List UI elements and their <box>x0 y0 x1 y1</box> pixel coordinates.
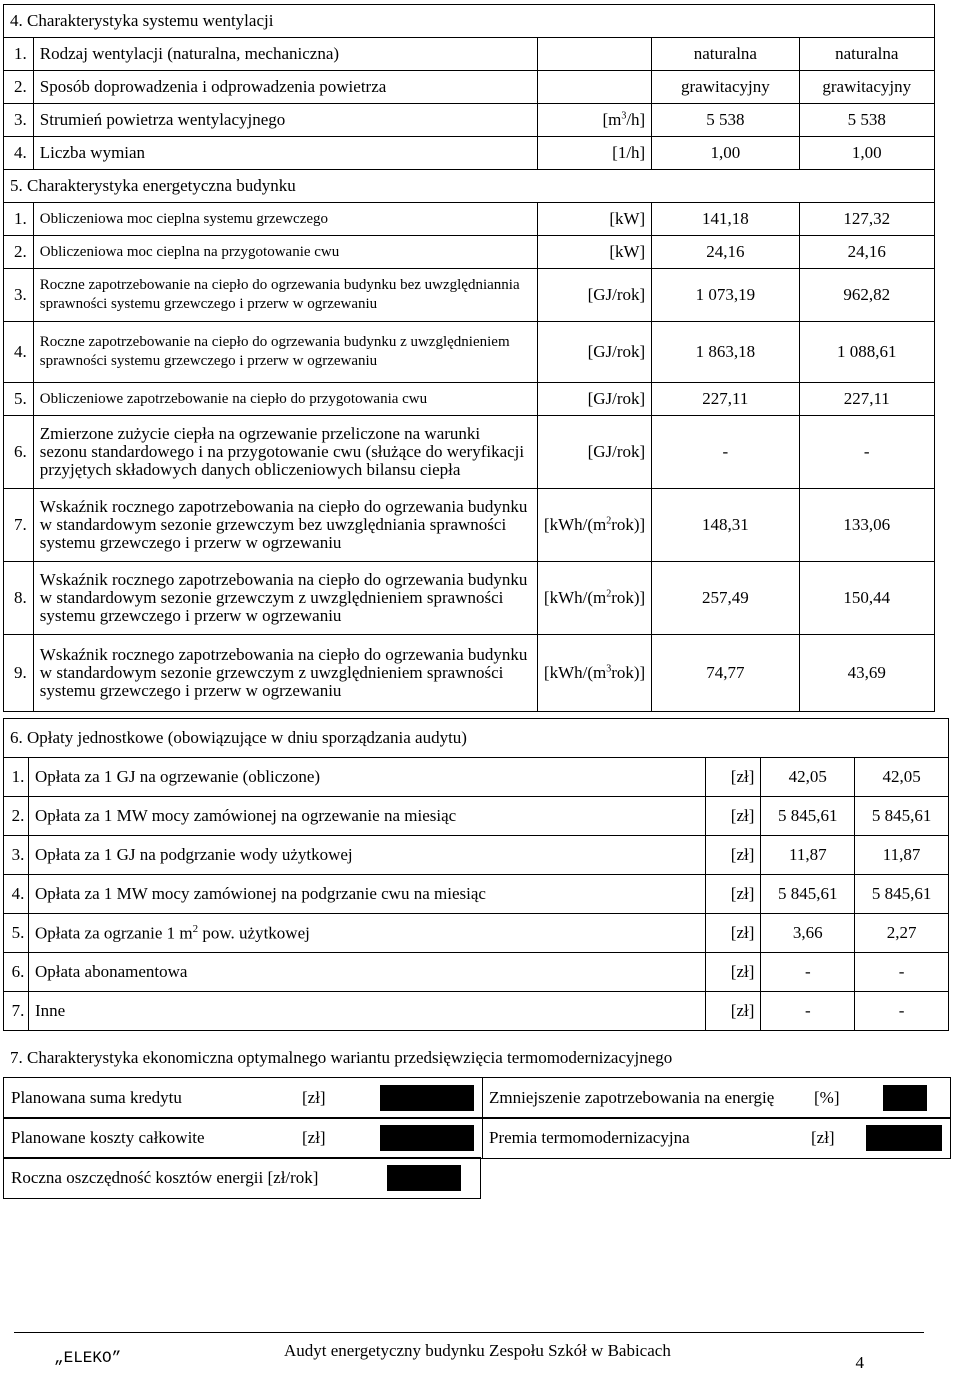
unit-text: rok)] <box>611 515 646 534</box>
thermo-bonus-unit: [zł] <box>811 1128 835 1147</box>
row-number: 6. <box>4 416 34 489</box>
table-row <box>4 137 935 170</box>
value-variant-2: 5 845,61 <box>855 875 949 914</box>
row-number: 4. <box>4 322 34 383</box>
row-unit: [zł] <box>705 992 761 1031</box>
planned-loan-label: Planowana suma kredytu <box>11 1088 182 1107</box>
value-variant-2: 2,27 <box>855 914 949 953</box>
value-variant-2: - <box>799 416 935 489</box>
value-variant-2: 5 538 <box>799 104 935 137</box>
row-number: 7. <box>4 489 34 562</box>
row-label: Sposób doprowadzenia i odprowadzenia powietrza <box>33 71 537 104</box>
table-row <box>4 322 935 383</box>
row-number: 1. <box>4 203 34 236</box>
row-unit <box>537 104 651 137</box>
section-7-title: 7. Charakterystyka ekonomiczna optymalnego wariantu przedsięwzięcia termomodernizacyjnego <box>10 1048 673 1067</box>
row-unit: [zł] <box>705 914 761 953</box>
planned-loan-unit: [zł] <box>302 1088 326 1107</box>
unit-text: [kWh/(m <box>543 663 607 682</box>
value-variant-1: 1 073,19 <box>652 269 799 322</box>
section-5-title: 5. Charakterystyka energetyczna budynku <box>4 170 935 203</box>
thermo-bonus-label: Premia termomodernizacyjna <box>489 1128 690 1147</box>
section-6-title: 6. Opłaty jednostkowe (obowiązujące w dniu sporządzania audytu) <box>4 719 949 758</box>
row-number: 1. <box>4 758 29 797</box>
row-number: 3. <box>4 836 29 875</box>
unit-text: [m <box>602 110 622 129</box>
row-unit: [GJ/rok] <box>537 322 651 383</box>
unit-text: /h] <box>626 110 646 129</box>
row-label <box>28 914 705 953</box>
value-variant-2: 150,44 <box>799 562 935 635</box>
value-variant-2: - <box>855 992 949 1031</box>
row-label: Opłata za 1 GJ na podgrzanie wody użytkowej <box>28 836 705 875</box>
row-label: Zmierzone zużycie ciepła na ogrzewanie przeliczone na warunki sezonu standardowego i na przygotowanie cwu (służące do weryfikacji przyjętych składowych danych obliczeniowych bilansu ciepła <box>33 416 537 489</box>
row-unit: [zł] <box>705 797 761 836</box>
unit-text: rok)] <box>611 663 646 682</box>
row-number: 7. <box>4 992 29 1031</box>
value-variant-1: - <box>652 416 799 489</box>
value-variant-1: 5 845,61 <box>761 875 855 914</box>
row-label: Obliczeniowa moc cieplna systemu grzewczego <box>33 203 537 236</box>
value-variant-1: 5 538 <box>652 104 799 137</box>
value-variant-2: - <box>855 953 949 992</box>
value-variant-1: 141,18 <box>652 203 799 236</box>
row-unit: [GJ/rok] <box>537 383 651 416</box>
value-variant-2: 227,11 <box>799 383 935 416</box>
row-unit <box>537 635 651 712</box>
row-number: 2. <box>4 797 29 836</box>
table-row <box>4 383 935 416</box>
value-variant-1: 1,00 <box>652 137 799 170</box>
table-row <box>4 416 935 489</box>
table-row <box>4 875 949 914</box>
row-number: 3. <box>4 104 34 137</box>
row-number: 4. <box>4 875 29 914</box>
table-row <box>4 635 935 712</box>
row-label: Roczne zapotrzebowanie na ciepło do ogrzewania budynku bez uwzględniannia sprawności systemu grzewczego i przerw w ogrzewaniu <box>33 269 537 322</box>
table-row <box>4 104 935 137</box>
row-label: Opłata za 1 MW mocy zamówionej na podgrzanie cwu na miesiąc <box>28 875 705 914</box>
table-row <box>4 953 949 992</box>
unit-exponent: 2 <box>606 588 612 600</box>
row-label: Strumień powietrza wentylacyjnego <box>33 104 537 137</box>
row-unit: [zł] <box>705 875 761 914</box>
table-row <box>4 203 935 236</box>
label-exponent: 2 <box>192 922 199 935</box>
footer-title: Audyt energetyczny budynku Zespołu Szkół w Babicach <box>284 1341 671 1360</box>
label-text: pow. użytkowej <box>198 923 310 943</box>
row-label: Opłata za 1 GJ na ogrzewanie (obliczone) <box>28 758 705 797</box>
row-unit: [1/h] <box>537 137 651 170</box>
table-row <box>4 71 935 104</box>
redacted-value <box>380 1125 474 1151</box>
ventilation-energy-table <box>3 4 935 712</box>
row-label: Roczne zapotrzebowanie na ciepło do ogrzewania budynku z uwzględnieniem sprawności systemu grzewczego i przerw w ogrzewaniu <box>33 322 537 383</box>
value-variant-1: 148,31 <box>652 489 799 562</box>
value-variant-2: 11,87 <box>855 836 949 875</box>
economic-row-3 <box>3 1157 481 1199</box>
page-number: 4 <box>855 1353 864 1372</box>
value-variant-1: - <box>761 953 855 992</box>
row-label: Obliczeniowe zapotrzebowanie na ciepło do przygotowania cwu <box>33 383 537 416</box>
row-unit <box>537 71 651 104</box>
value-variant-1: 74,77 <box>652 635 799 712</box>
value-variant-2: grawitacyjny <box>799 71 935 104</box>
economic-row-2 <box>3 1117 951 1159</box>
row-label: Wskaźnik rocznego zapotrzebowania na ciepło do ogrzewania budynku w standardowym sezonie grzewczym bez uwzględniania sprawności systemu grzewczego i przerw w ogrzewaniu <box>33 489 537 562</box>
unit-exponent: 2 <box>606 515 612 527</box>
unit-exponent: 3 <box>606 663 612 675</box>
economic-row-1 <box>3 1077 951 1119</box>
row-unit: [zł] <box>705 953 761 992</box>
row-label: Rodzaj wentylacji (naturalna, mechaniczna) <box>33 38 537 71</box>
row-unit <box>537 38 651 71</box>
value-variant-2: 1,00 <box>799 137 935 170</box>
value-variant-2: 133,06 <box>799 489 935 562</box>
section-5-header <box>4 170 935 203</box>
company-name: „ELEKO” <box>54 1349 122 1367</box>
unit-text: [kWh/(m <box>543 588 607 607</box>
energy-reduction-label: Zmniejszenie zapotrzebowania na energię <box>489 1088 775 1107</box>
row-number: 1. <box>4 38 34 71</box>
row-label: Inne <box>28 992 705 1031</box>
table-row <box>4 38 935 71</box>
row-number: 5. <box>4 383 34 416</box>
row-number: 4. <box>4 137 34 170</box>
unit-exponent: 3 <box>621 110 627 122</box>
redacted-value <box>380 1085 474 1111</box>
section-4-title: 4. Charakterystyka systemu wentylacji <box>4 5 935 38</box>
table-row <box>4 236 935 269</box>
value-variant-1: 42,05 <box>761 758 855 797</box>
row-number: 9. <box>4 635 34 712</box>
planned-total-cost-unit: [zł] <box>302 1128 326 1147</box>
row-label: Opłata za 1 MW mocy zamówionej na ogrzewanie na miesiąc <box>28 797 705 836</box>
value-variant-1: 227,11 <box>652 383 799 416</box>
value-variant-2: 962,82 <box>799 269 935 322</box>
table-row <box>4 562 935 635</box>
value-variant-1: - <box>761 992 855 1031</box>
value-variant-2: 42,05 <box>855 758 949 797</box>
table-row <box>4 992 949 1031</box>
value-variant-1: 5 845,61 <box>761 797 855 836</box>
row-unit: [GJ/rok] <box>537 269 651 322</box>
value-variant-1: 1 863,18 <box>652 322 799 383</box>
row-label: Obliczeniowa moc cieplna na przygotowanie cwu <box>33 236 537 269</box>
table-row <box>4 836 949 875</box>
value-variant-2: 1 088,61 <box>799 322 935 383</box>
row-unit: [kW] <box>537 236 651 269</box>
value-variant-1: 3,66 <box>761 914 855 953</box>
label-text: Opłata za ogrzanie 1 m <box>34 923 193 943</box>
row-number: 3. <box>4 269 34 322</box>
value-variant-1: naturalna <box>652 38 799 71</box>
page-footer <box>14 1332 924 1372</box>
value-variant-2: naturalna <box>799 38 935 71</box>
table-row <box>4 758 949 797</box>
table-row <box>4 269 935 322</box>
row-unit: [zł] <box>705 836 761 875</box>
planned-total-cost-label: Planowane koszty całkowite <box>11 1128 205 1147</box>
row-unit: [kW] <box>537 203 651 236</box>
row-number: 2. <box>4 71 34 104</box>
row-unit <box>537 562 651 635</box>
value-variant-2: 43,69 <box>799 635 935 712</box>
table-row <box>4 489 935 562</box>
table-row <box>4 797 949 836</box>
row-label: Liczba wymian <box>33 137 537 170</box>
unit-text: [kWh/(m <box>543 515 607 534</box>
value-variant-1: 11,87 <box>761 836 855 875</box>
redacted-value <box>883 1085 927 1111</box>
value-variant-2: 127,32 <box>799 203 935 236</box>
section-6-header <box>4 719 949 758</box>
row-label: Wskaźnik rocznego zapotrzebowania na ciepło do ogrzewania budynku w standardowym sezonie grzewczym z uwzględnieniem sprawności systemu grzewczego i przerw w ogrzewaniu <box>33 635 537 712</box>
unit-text: rok)] <box>611 588 646 607</box>
table-row <box>4 914 949 953</box>
annual-savings-label: Roczna oszczędność kosztów energii [zł/rok] <box>11 1168 319 1187</box>
value-variant-1: 24,16 <box>652 236 799 269</box>
row-unit: [GJ/rok] <box>537 416 651 489</box>
value-variant-2: 24,16 <box>799 236 935 269</box>
energy-reduction-unit: [%] <box>814 1088 840 1107</box>
value-variant-1: 257,49 <box>652 562 799 635</box>
row-label: Opłata abonamentowa <box>28 953 705 992</box>
row-number: 5. <box>4 914 29 953</box>
unit-fees-table <box>3 718 949 1031</box>
row-label: Wskaźnik rocznego zapotrzebowania na ciepło do ogrzewania budynku w standardowym sezonie grzewczym z uwzględnieniem sprawności systemu grzewczego i przerw w ogrzewaniu <box>33 562 537 635</box>
row-number: 2. <box>4 236 34 269</box>
redacted-value <box>866 1125 942 1151</box>
row-unit: [zł] <box>705 758 761 797</box>
row-number: 6. <box>4 953 29 992</box>
value-variant-2: 5 845,61 <box>855 797 949 836</box>
value-variant-1: grawitacyjny <box>652 71 799 104</box>
section-4-header <box>4 5 935 38</box>
redacted-value <box>387 1165 461 1191</box>
row-unit <box>537 489 651 562</box>
row-number: 8. <box>4 562 34 635</box>
